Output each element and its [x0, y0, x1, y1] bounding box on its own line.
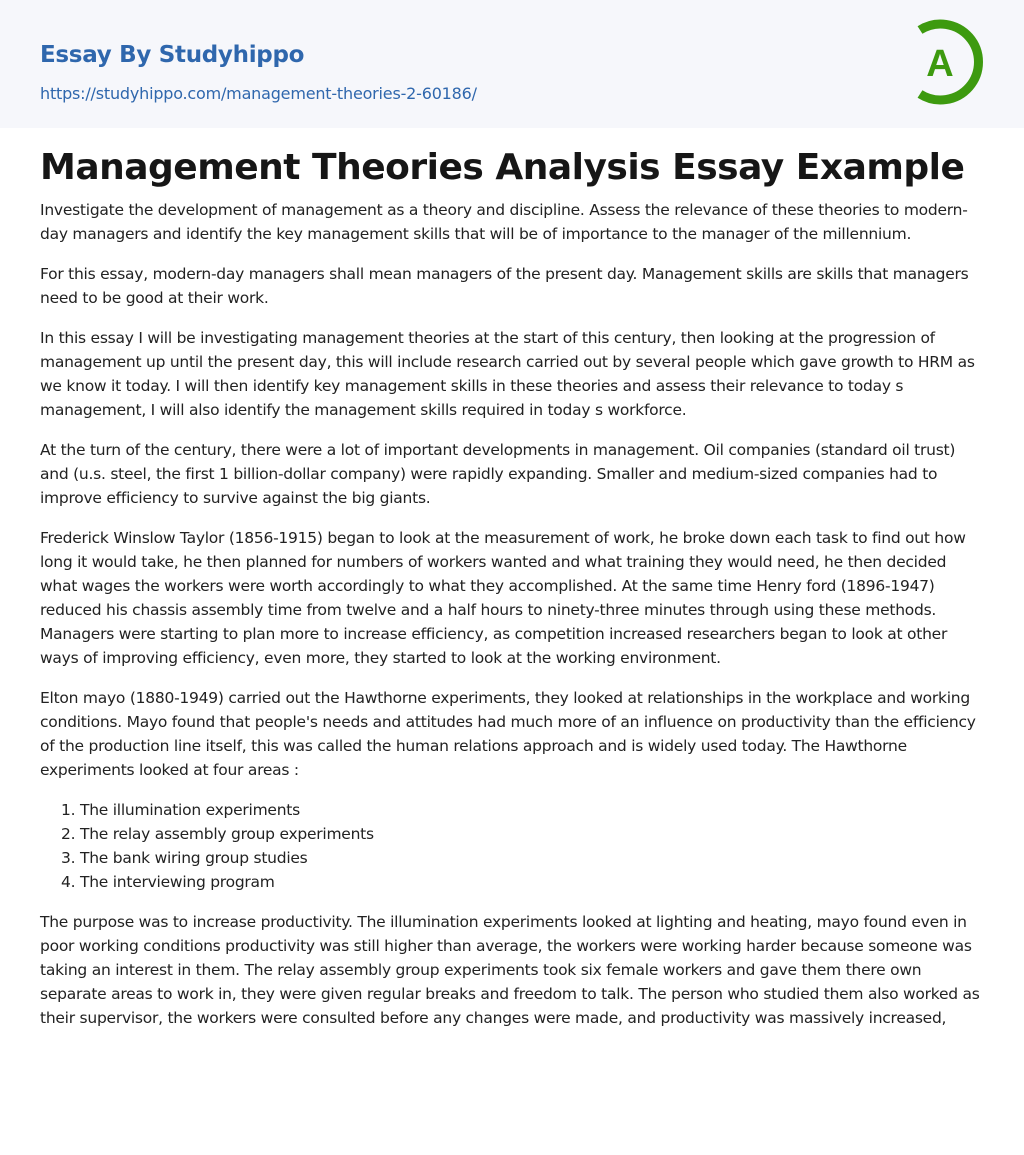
paragraph: In this essay I will be investigating management theories at the start of this century, then looking at the progression of management up until the present day, this will include research carried out by several people which gave growth to HRM as we know it today. I will then identify key management skills in these theories and assess their relevance to today s management, I will also identify the management skills required in today s workforce. — [40, 329, 975, 419]
brand-title: Essay By Studyhippo — [40, 42, 305, 68]
paragraph: Investigate the development of management as a theory and discipline. Assess the relevance of these theories to modern-day managers and identify the key management skills that will be of importance to the manager of the millennium. — [40, 201, 968, 243]
list-item: 3. The bank wiring group studies — [80, 846, 984, 870]
list-item: 4. The interviewing program — [80, 870, 984, 894]
paragraph: Frederick Winslow Taylor (1856-1915) began to look at the measurement of work, he broke down each task to find out how long it would take, he then planned for numbers of workers wanted and what training they would need, he then decided what wages the workers were worth accordingly to what they accomplished. At the same time Henry ford (1896-1947) reduced his chassis assembly time from twelve and a half hours to ninety-three minutes through using these methods. Managers were starting to plan more to increase efficiency, as competition increased researchers began to look at other ways of improving efficiency, even more, they started to look at the working environment. — [40, 529, 966, 667]
article — [0, 146, 1024, 1030]
paragraph: At the turn of the century, there were a lot of important developments in management. Oil companies (standard oil trust) and (u.s. steel, the first 1 billion-dollar company) were rapidly expanding. Smaller and medium-sized companies had to improve efficiency to survive against the big giants. — [40, 441, 956, 507]
paragraph: The purpose was to increase productivity. The illumination experiments looked at lighting and heating, mayo found even in poor working conditions productivity was still higher than average, the workers were working harder because someone was taking an interest in them. The relay assembly group experiments took six female workers and gave them there own separate areas to work in, they were given regular breaks and freedom to talk. The person who studied them also worked as their supervisor, the workers were consulted before any changes were made, and productivity was massively increased, — [40, 913, 980, 1027]
essay-url-link[interactable]: https://studyhippo.com/management-theories-2-60186/ — [40, 84, 477, 103]
svg-text:A: A — [926, 43, 954, 85]
paragraph: Elton mayo (1880-1949) carried out the Hawthorne experiments, they looked at relationships in the workplace and working conditions. Mayo found that people's needs and attitudes had much more of an influence on productivity than the efficiency of the production line itself, this was called the human relations approach and is widely used today. The Hawthorne experiments looked at four areas : — [40, 689, 976, 779]
paragraph: For this essay, modern-day managers shall mean managers of the present day. Management skills are skills that managers need to be good at their work. — [40, 265, 969, 307]
hawthorne-areas-list — [40, 798, 984, 894]
site-header — [0, 0, 1024, 128]
list-item: 1. The illumination experiments — [80, 798, 984, 822]
studyhippo-logo-icon[interactable] — [912, 18, 986, 106]
list-item: 2. The relay assembly group experiments — [80, 822, 984, 846]
page-title: Management Theories Analysis Essay Example — [40, 147, 965, 188]
